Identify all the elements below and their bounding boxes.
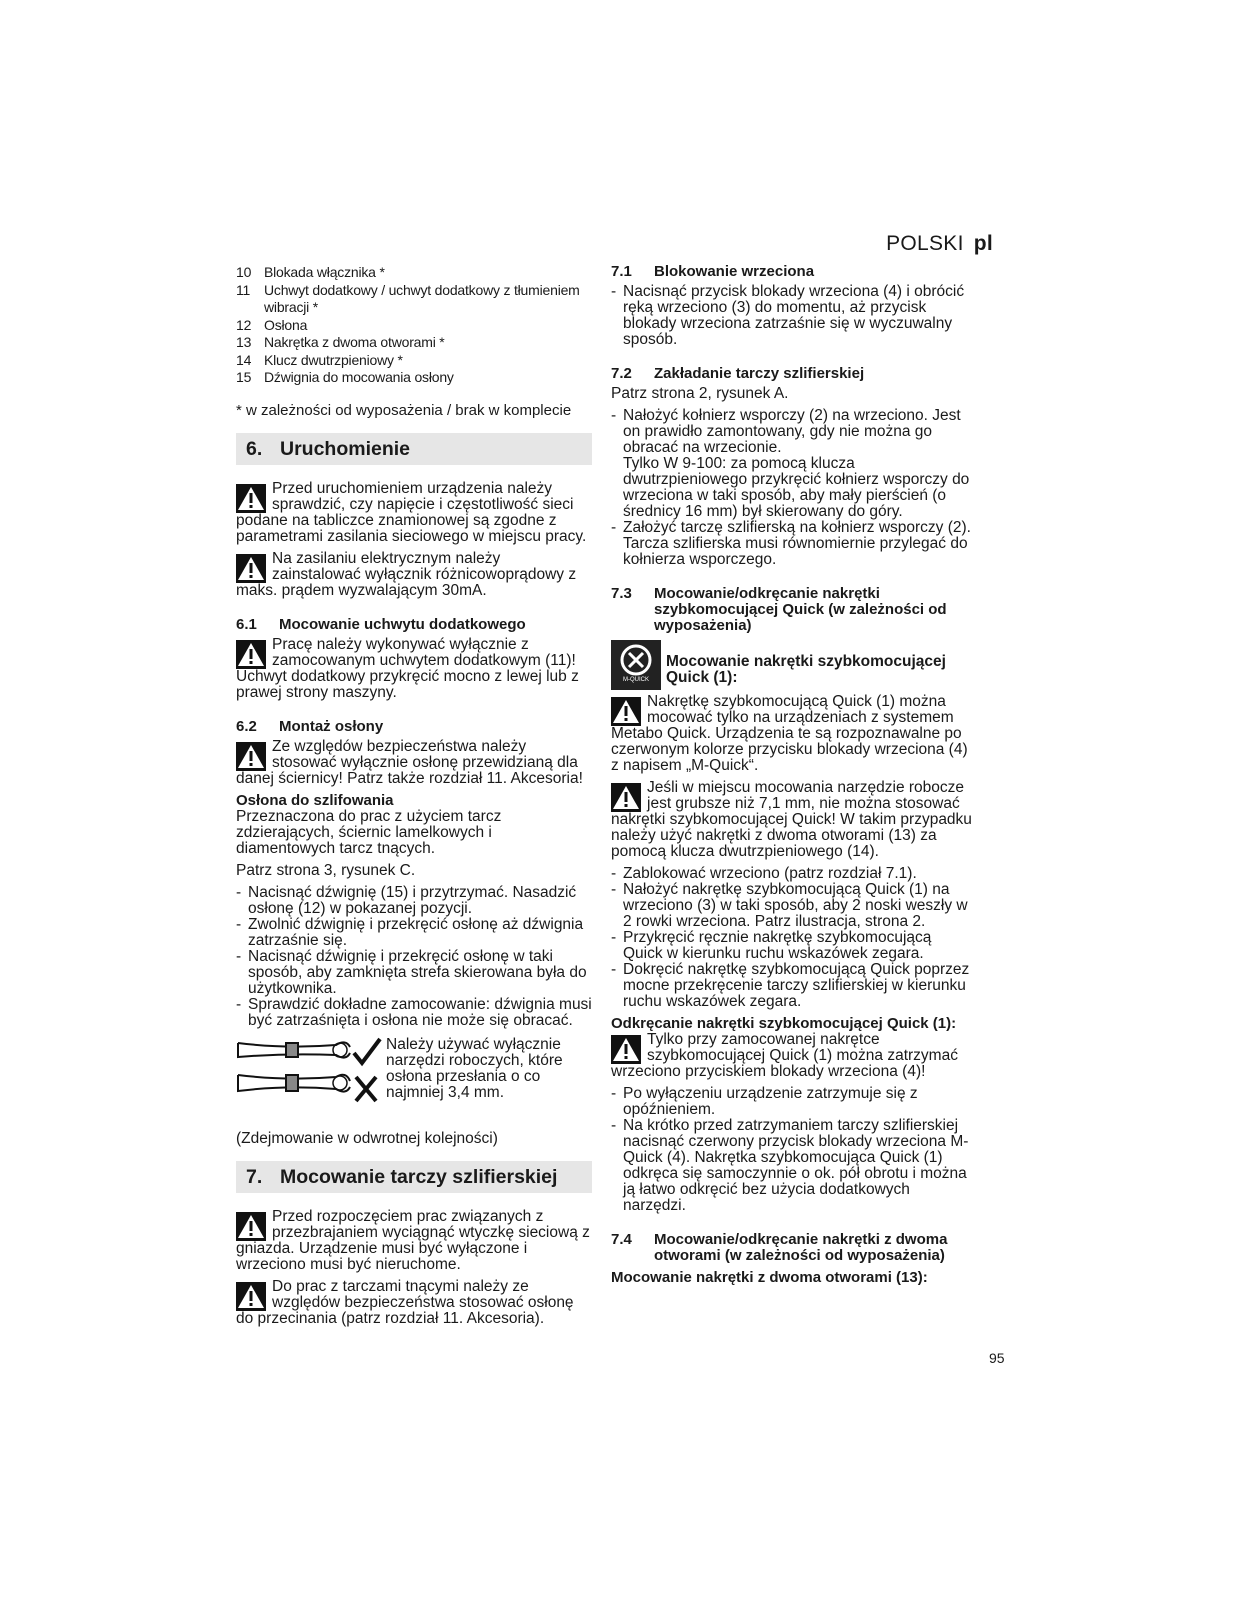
section-7-heading: 7. Mocowanie tarczy szlifierskiej bbox=[236, 1161, 592, 1193]
guard-clearance-note: Należy używać wyłącznie narzędzi roboczych, które osłona przesłania o co najmniej 3,4 mm. bbox=[386, 1035, 563, 1101]
section-7-4-heading: 7.4 Mocowanie/odkręcanie nakrętki z dwoma otworami (w zależności od wyposażenia) bbox=[611, 1231, 948, 1264]
figure-reference: Patrz strona 2, rysunek A. bbox=[611, 385, 789, 402]
language-code: pl bbox=[973, 232, 993, 255]
guard-steps bbox=[236, 885, 592, 1029]
warning-block: Jeśli w miejscu mocowania narzędzie robocze jest grubsze niż 7,1 mm, nie można stosować nakrętki szybkomocującej Quick! W takim przypadku należy użyć nakrętki z dwoma otworami (13) za pomocą klucza dwutrzpieniowego (14). bbox=[611, 779, 972, 860]
warning-icon bbox=[236, 1282, 266, 1311]
warning-icon bbox=[611, 783, 641, 812]
warning-block: Przed uruchomieniem urządzenia należy sprawdzić, czy napięcie i częstotliwość sieci podane na tabliczce znamionowej są zgodne z parametrami zasilania sieciowego w miejscu pracy. bbox=[236, 479, 587, 545]
warning-icon bbox=[611, 1035, 641, 1064]
parts-list-item: 14 Klucz dwutrzpieniowy * bbox=[236, 351, 403, 368]
warning-block: Przed rozpoczęciem prac związanych z przezbrajaniem wyciągnąć wtyczkę sieciową z gniazda. Urządzenie musi być wyłączone i wrzeciono musi być nieruchome. bbox=[236, 1207, 590, 1273]
quick-nut-steps bbox=[611, 866, 973, 1010]
warning-block: Nakrętkę szybkomocującą Quick (1) można mocować tylko na urządzeniach z systemem Metabo Quick. Urządzenia te są rozpoznawalne po czerwonym kolorze przycisku blokady wrzeciona (4) z napisem „M-Quick“. bbox=[611, 693, 968, 774]
wheel-mounting-steps bbox=[611, 408, 973, 568]
list-item: - Nałożyć kołnierz wsporczy (2) na wrzeciono. Jest on prawidło zamontowany, gdy nie można go obracać na wrzecionie. Tylko W 9-100: za pomocą klucza dwutrzpieniowego przykręcić kołnierz wsporczy do wrzeciona w taki sposób, aby mały pierścień (o średnicy 16 mm) był skierowany do góry. bbox=[611, 408, 973, 520]
guard-description: Przeznaczona do prac z użyciem tarcz zdzierających, ściernic lamelkowych i diamentowych tarcz tnących. bbox=[236, 807, 502, 857]
section-6-2-heading: 6.2 Montaż osłony bbox=[236, 717, 384, 735]
warning-icon bbox=[611, 697, 641, 726]
parts-list-item: 15 Dźwignia do mocowania osłony bbox=[236, 369, 454, 385]
language-header bbox=[886, 232, 993, 256]
removal-note: (Zdejmowanie w odwrotnej kolejności) bbox=[236, 1129, 498, 1147]
list-item: - Na krótko przed zatrzymaniem tarczy szlifierskiej nacisnąć czerwony przycisk blokady wrzeciona M-Quick (4). Nakrętka szybkomocująca Quick (1) odkręca się samoczynnie o ok. pół obrotu i można ją łatwo odkręcić bez użycia dodatkowych narzędzi. bbox=[611, 1118, 973, 1214]
list-item: - Zablokować wrzeciono (patrz rozdział 7.1). bbox=[611, 866, 973, 882]
warning-block: Do prac z tarczami tnącymi należy ze względów bezpieczeństwa stosować osłonę do przecinania (patrz rozdział 11. Akcesoria). bbox=[236, 1277, 574, 1327]
warning-block: Pracę należy wykonywać wyłącznie z zamocowanym uchwytem dodatkowym (11)! Uchwyt dodatkowy przykręcić mocno z lewej lub z prawej strony maszyny. bbox=[236, 635, 579, 701]
section-7-2-heading: 7.2 Zakładanie tarczy szlifierskiej bbox=[611, 365, 865, 382]
guard-diagram bbox=[236, 1035, 386, 1111]
list-item: - Sprawdzić dokładne zamocowanie: dźwignia musi być zatrzaśnięta i osłona nie może się obracać. bbox=[236, 997, 592, 1029]
quick-nut-release-title: Odkręcanie nakrętki szybkomocującej Quick (1): bbox=[611, 1015, 957, 1032]
list-item: - Nacisnąć przycisk blokady wrzeciona (4) i obrócić ręką wrzeciono (3) do momentu, aż przycisk blokady wrzeciona zatrzaśnie się w wyczuwalny sposób. bbox=[611, 284, 973, 348]
quick-nut-release-steps bbox=[611, 1086, 973, 1214]
parts-list-item: 10 Blokada włącznika * bbox=[236, 264, 385, 280]
warning-block: Ze względów bezpieczeństwa należy stosować wyłącznie osłonę przewidzianą dla danej ściernicy! Patrz także rozdział 11. Akcesoria! bbox=[236, 737, 583, 787]
list-item: - Po wyłączeniu urządzenie zatrzymuje się z opóźnieniem. bbox=[611, 1086, 973, 1118]
section-6-heading: 6. Uruchomienie bbox=[236, 433, 592, 465]
warning-icon bbox=[236, 640, 266, 669]
list-item: - Nacisnąć dźwignię (15) i przytrzymać. Nasadzić osłonę (12) w pokazanej pozycji. bbox=[236, 885, 592, 917]
list-item: - Założyć tarczę szlifierską na kołnierz wsporczy (2). Tarcza szlifierska musi równomiernie przylegać do kołnierza wsporczego. bbox=[611, 520, 973, 568]
page-number: 95 bbox=[989, 1350, 1005, 1366]
warning-block: Na zasilaniu elektrycznym należy zainstalować wyłącznik różnicowoprądowy z maks. prądem wyzwalającym 30mA. bbox=[236, 549, 577, 599]
section-7-1-heading: 7.1 Blokowanie wrzeciona bbox=[611, 263, 815, 280]
two-hole-nut-mount-title: Mocowanie nakrętki z dwoma otworami (13): bbox=[611, 1269, 928, 1286]
quick-nut-mount-title: Mocowanie nakrętki szybkomocującej Quick (1): bbox=[666, 653, 946, 686]
parts-list bbox=[236, 264, 592, 387]
list-item: - Zwolnić dźwignię i przekręcić osłonę aż dźwignia zatrzaśnie się. bbox=[236, 917, 592, 949]
parts-list-item: 12 Osłona bbox=[236, 316, 308, 333]
spindle-lock-steps bbox=[611, 284, 973, 348]
list-item: - Przykręcić ręcznie nakrętkę szybkomocującą Quick w kierunku ruchu wskazówek zegara. bbox=[611, 930, 973, 962]
equipment-footnote: * w zależności od wyposażenia / brak w komplecie bbox=[236, 401, 572, 419]
section-6-1-heading: 6.1 Mocowanie uchwytu dodatkowego bbox=[236, 615, 526, 633]
language-name: POLSKI bbox=[886, 232, 964, 255]
list-item: - Dokręcić nakrętkę szybkomocującą Quick poprzez mocne przekręcenie tarczy szlifierskiej w kierunku ruchu wskazówek zegara. bbox=[611, 962, 973, 1010]
warning-icon bbox=[236, 484, 266, 513]
mquick-block bbox=[611, 640, 973, 690]
guard-clearance-figure bbox=[236, 1035, 592, 1111]
figure-reference: Patrz strona 3, rysunek C. bbox=[236, 861, 416, 879]
warning-icon bbox=[236, 1212, 266, 1241]
parts-list-item: 11 Uchwyt dodatkowy / uchwyt dodatkowy z tłumieniem wibracji * bbox=[236, 281, 580, 315]
left-column bbox=[236, 264, 592, 1333]
list-item: - Nałożyć nakrętkę szybkomocującą Quick (1) na wrzeciono (3) w taki sposób, aby 2 noski weszły w 2 rowki wrzeciona. Patrz ilustracja, strona 2. bbox=[611, 882, 973, 930]
m-quick-icon: M-QUICK bbox=[611, 640, 661, 690]
parts-list-item: 13 Nakrętka z dwoma otworami * bbox=[236, 334, 445, 350]
warning-icon bbox=[236, 554, 266, 583]
warning-block: Tylko przy zamocowanej nakrętce szybkomocującej Quick (1) można zatrzymać wrzeciono przyciskiem blokady wrzeciona (4)! bbox=[611, 1031, 958, 1080]
list-item: - Nacisnąć dźwignię i przekręcić osłonę w taki sposób, aby zamknięta strefa skierowana była do użytkownika. bbox=[236, 949, 592, 997]
warning-icon bbox=[236, 742, 266, 771]
guard-title: Osłona do szlifowania bbox=[236, 791, 394, 809]
right-column bbox=[611, 264, 973, 1286]
section-7-3-heading: 7.3 Mocowanie/odkręcanie nakrętki szybkomocującej Quick (w zależności od wyposażenia) bbox=[611, 585, 947, 634]
